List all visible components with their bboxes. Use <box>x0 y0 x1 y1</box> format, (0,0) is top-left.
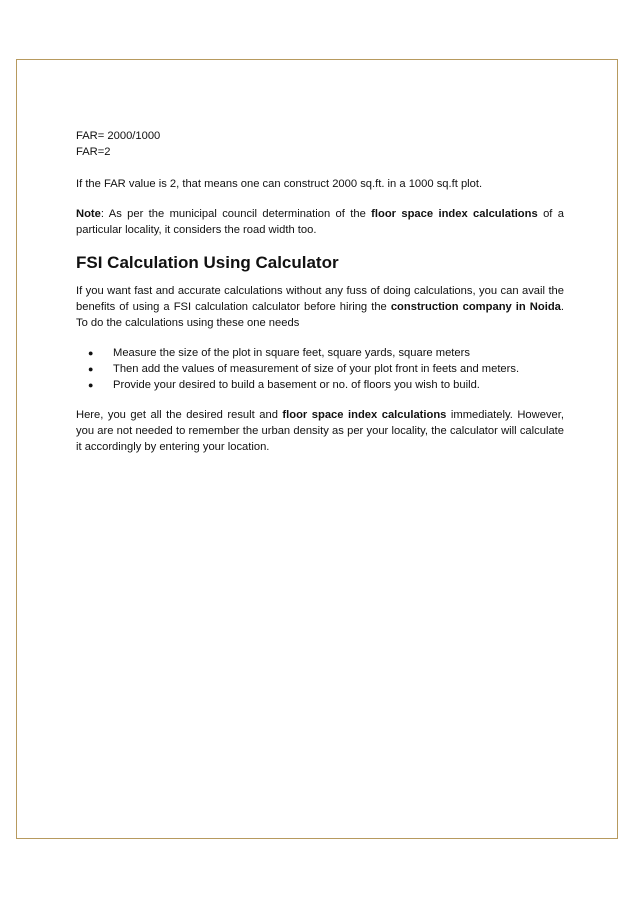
list-item-text: Provide your desired to build a basement or no. of floors you wish to build. <box>113 379 480 391</box>
list-item <box>88 377 564 393</box>
note-text-before: : As per the municipal council determination of the <box>100 208 372 220</box>
note-label: Note <box>76 208 101 220</box>
bullet-icon: ● <box>88 364 94 374</box>
closing-bold-term: floor space index calculations <box>282 409 447 421</box>
closing-paragraph <box>76 407 564 455</box>
list-item-text: Measure the size of the plot in square feet, square yards, square meters <box>113 347 470 359</box>
intro-bold-term: construction company in Noida <box>390 301 561 313</box>
note-text-after: of a particular locality, it considers the road width too. <box>76 208 564 236</box>
list-item-text: Then add the values of measurement of size of your plot front in feets and meters. <box>113 363 520 375</box>
closing-text-after: immediately. However, you are not needed to remember the urban density as per your locality, the calculator will calculate it accordingly by entering your location. <box>76 409 564 453</box>
document-body <box>76 128 564 455</box>
list-item <box>88 345 564 361</box>
note-paragraph <box>76 206 564 238</box>
note-bold-term: floor space index calculations <box>371 208 538 220</box>
section-heading: FSI Calculation Using Calculator <box>76 253 339 272</box>
formula-line-1: FAR= 2000/1000 <box>76 130 161 142</box>
bullet-icon: ● <box>88 380 94 390</box>
intro-paragraph <box>76 283 564 331</box>
far-formula <box>76 128 564 160</box>
formula-line-2: FAR=2 <box>76 146 111 158</box>
bullet-icon: ● <box>88 348 94 358</box>
list-item <box>88 361 564 377</box>
intro-text-after: . To do the calculations using these one needs <box>76 301 564 329</box>
intro-text-before: If you want fast and accurate calculations without any fuss of doing calculations, you can avail the benefits of using a FSI calculation calculator before hiring the <box>76 285 564 313</box>
bullet-list <box>76 345 564 393</box>
closing-text-before: Here, you get all the desired result and <box>76 409 283 421</box>
far-explanation: If the FAR value is 2, that means one can construct 2000 sq.ft. in a 1000 sq.ft plot. <box>76 178 483 190</box>
